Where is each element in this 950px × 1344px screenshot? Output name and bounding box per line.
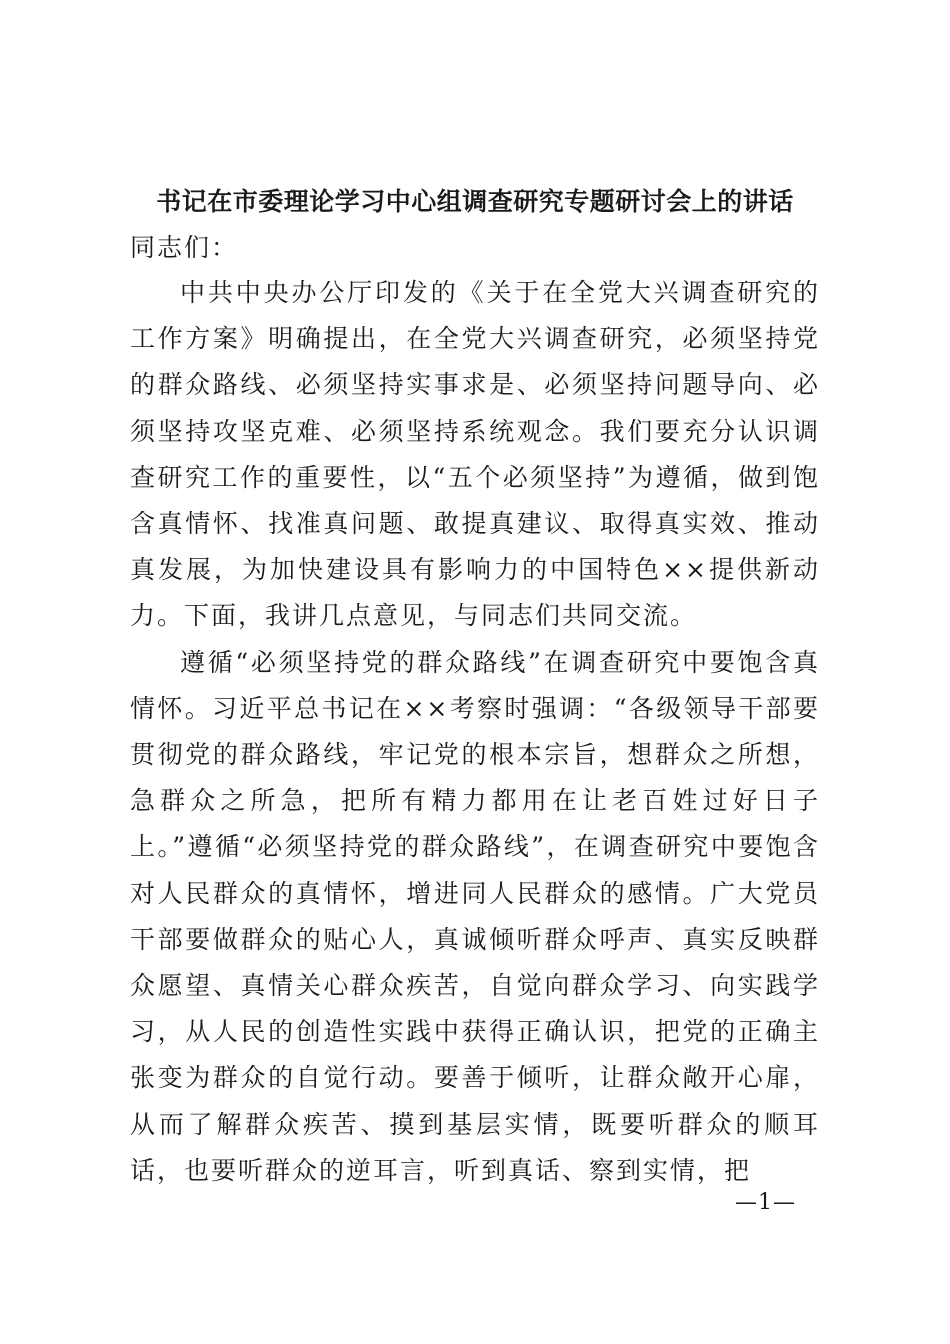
page-number: —1— — [735, 1190, 796, 1215]
document-title: 书记在市委理论学习中心组调查研究专题研讨会上的讲话 — [156, 187, 794, 216]
paragraph-2: 遵循“必须坚持党的群众路线”在调查研究中要饱含真情怀。习近平总书记在××考察时强调：“各级领导干部要贯彻党的群众路线，牢记党的根本宗旨，想群众之所想，急群众之所急，把所有精力都用在让老百姓过好日子上。”遵循“必须坚持党的群众路线”，在调查研究中要饱含对人民群众的真情怀，增进同人民群众的感情。广大党员干部要做群众的贴心人，真诚倾听群众呼声、真实反映群众愿望、真情关心群众疾苦，自觉向群众学习、向实践学习，从人民的创造性实践中获得正确认识，把党的正确主张变为群众的自觉行动。要善于倾听，让群众敞开心扉，从而了解群众疾苦、摸到基层实情，既要听群众的顺耳话，也要听群众的逆耳言，听到真话、察到实情，把 — [130, 647, 820, 1185]
salutation: 同志们： — [130, 233, 239, 262]
paragraph-1: 中共中央办公厅印发的《关于在全党大兴调查研究的工作方案》明确提出，在全党大兴调查研究，必须坚持党的群众路线、必须坚持实事求是、必须坚持问题导向、必须坚持攻坚克难、必须坚持系统观念。我们要充分认识调查研究工作的重要性，以“五个必须坚持”为遵循，做到饱含真情怀、找准真问题、敢提真建议、取得真实效、推动真发展，为加快建设具有影响力的中国特色××提供新动力。下面，我讲几点意见，与同志们共同交流。 — [130, 278, 820, 631]
document-body — [130, 270, 820, 1194]
